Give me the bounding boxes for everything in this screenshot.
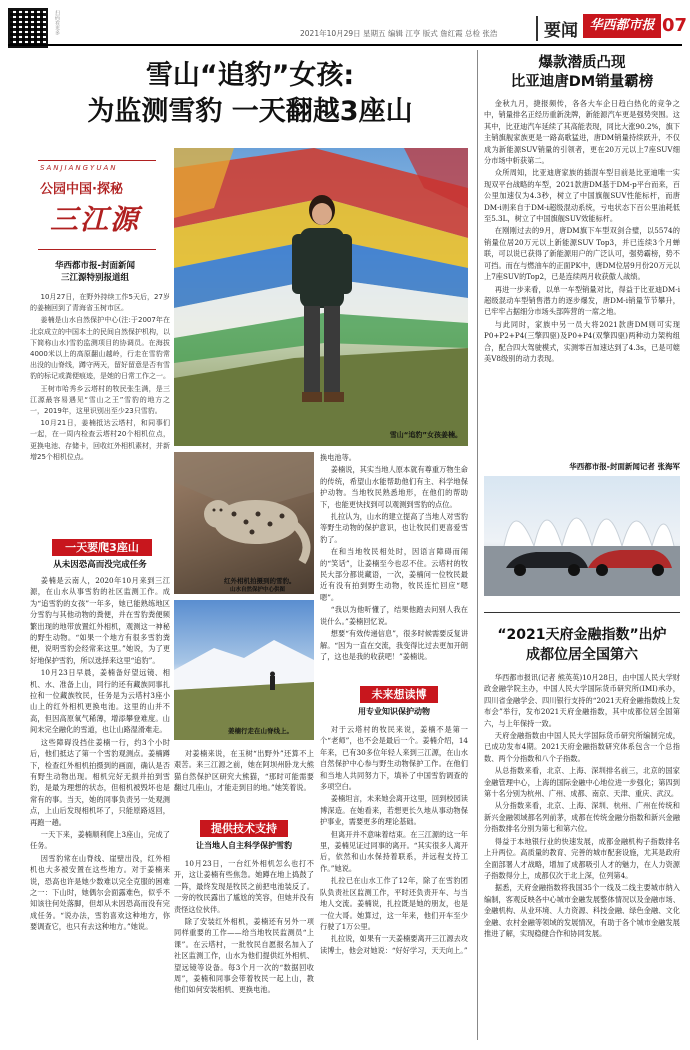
- body-paragraph: “我以为他听懂了，结果他跑去问别人我在说什么。”姜楠回忆说。: [320, 605, 468, 626]
- subhead-climb-mountains-sub: 从未因恐高而没完成任务: [53, 560, 147, 570]
- intro-paragraph: 王树市哈秀乡云塔村的牧民张生满，是三江源最容易遇见“雪山之王”雪豹的地方之一，2019年，这里识别出至少23只雪豹。: [30, 384, 170, 416]
- body-paragraph: 金秋九月，捷报频传，各各大车企日趋白热化的竞争之中，销量排名正经历重新洗牌，新能源汽车更是强势突围。这其中，比亚迪汽车延续了其高能表现，同比大涨90.2%，旗下主销旗舰家族更是一路高歌猛进，唐DM销量持续跃升，不仅成为新能源SUV销量的引领者，更在20万元以上7座SUV细分市场中斩获第二。: [484, 99, 680, 166]
- main-headline-line2: 为监测雪豹 一天翻越3座山: [87, 96, 413, 127]
- body-paragraph: 从总指数来看，北京、上海、深圳排名前三，北京的国家金融管理中心，上海的国际金融中心地位进一步强化；第四到第十名分别为杭州、广州、成都、南京、天津、重庆、武汉。: [484, 766, 680, 799]
- body-paragraph: 换电池等。: [320, 453, 356, 462]
- body-paragraph: 除了安装红外相机，姜楠还有另外一项同样重要的工作——给当地牧民监测员“上课”。在云塔村，一批牧民自愿报名加入了社区监测工作，山水为他们提供红外相机、望远镜等设备。每3个月一次的“数据回收周”，姜楠和同事会带着牧民一起上山，教他们如何安装相机、更换电池。: [174, 917, 314, 995]
- byd-car-photo: [484, 476, 680, 596]
- intro-paragraph: 10月27日，在野外持续工作5天后，27岁的姜楠回到了青海省玉树市区。: [30, 293, 170, 313]
- column-2-body: [174, 748, 314, 818]
- main-headline-line1: 雪山“追豹”女孩:: [145, 60, 355, 91]
- column-3-body: [320, 452, 468, 680]
- body-paragraph: 从分指数来看，北京、上海、深圳、杭州、广州在传统和新兴金融领域都名列前茅，成都在传统金融分指数和新兴金融分指数排名分别为第七和第六位。: [484, 801, 680, 834]
- section-label: 要闻: [536, 16, 578, 41]
- body-paragraph: 对于云塔村的牧民来说，姜楠不是第一个“老师”，也不会是最后一个。姜楠介绍，14年来，已有30多位年轻人来到三江源，在山水自然保护中心参与野生动物保护工作。在他们和当地人共同努力下，填补了中国雪豹调查的多项空白。: [320, 725, 468, 792]
- subhead-tech-support-sub: 让当地人自主科学保护雪豹: [196, 841, 292, 850]
- body-paragraph: 与此同时，家族中另一员大将2021款唐DM则可实现P0+P2+P4(三擎四驱)及P0+P4(双擎四驱)两种动力架构组合，配合四大驾驶模式，实测零百加速达到了4.3s，已是可媲美V8级别的动力表现。: [484, 319, 680, 363]
- body-paragraph: 扎拉认为，山水的建立提高了当地人对雪豹等野生动物的保护意识，也让牧民们更喜爱雪豹了。: [320, 512, 468, 544]
- snow-leopard-caption: 红外相机拍摄到的雪豹。: [224, 577, 296, 585]
- finance-headline-line2: 成都位居全国第六: [526, 647, 638, 663]
- body-paragraph: 在和当地牧民相处时，因语言障碍而闹的“笑话”，让姜楠至今也忍不住。云塔村的牧民大部分都说藏语，一次，姜楠问一位牧民最近有没有拍到野生动物，牧民连忙回应“嗯嗯”。: [320, 547, 468, 602]
- column-badge-english: SANJIANGYUAN: [40, 164, 118, 172]
- body-paragraph: 据悉，天府金融指数将我国35个一线及二线主要城市纳入编制，客观反映各中心城市金融发展整体情况以及金融市场、金融机构、从业环境、人力资源、科技金融、绿色金融、文化金融、农村金融等领域的发展情况，有助于各个城市金融发展推进了解，实现稳健合作和协同发展。: [484, 883, 680, 938]
- subhead-climb-mountains: 一天要爬3座山: [52, 539, 152, 556]
- qr-code[interactable]: [8, 8, 48, 48]
- body-paragraph: 这些障碍没挡住姜楠一行，约3个小时后，他们抵达了第一个雪豹观测点。姜楠蹲下，检查红外相机拍摄到的画面，确认是否有野生动物出现。相机完好无损并拍到雪豹，是最为理想的状态，但相机被毁坏也是常有的事。当天，她的同事负责另一处观测点，上山后发现相机坏了，只能原路返回，再跑一趟。: [30, 737, 170, 827]
- body-paragraph: 在刚刚过去的9月，唐DM旗下车型双剑合璧，以5574的销量位居20万元以上新能源SUV Top3，并已连续3个月蝉联，可以说已获得了新能源用户的广泛认可，强势霸榜，势不可挡。而在与燃油车的正面PK中，唐DM位居9月份20万元以上7座SUV的Top2，已是连续两月收获傲人战绩。: [484, 226, 680, 282]
- main-photo-illustration: [174, 148, 468, 446]
- byd-car-illustration: [484, 476, 680, 596]
- column-badge-title: 公园中国·探秘: [40, 182, 123, 197]
- byd-headline: [484, 54, 680, 92]
- ridge-walk-photo: [174, 600, 314, 740]
- byd-headline-line2: 比亚迪唐DM销量霸榜: [510, 74, 654, 90]
- header-rule: [8, 44, 682, 46]
- finance-body: [484, 672, 680, 1044]
- body-paragraph: 众所周知，比亚迪唐家族的插混车型目前是比亚迪唯一实现双平台战略的车型，2021款唐DM基于DM-p平台而来，百公里加速仅为4.3秒，树立了中国旗舰SUV性能标杆，而唐DM-i则来自于DM-i超级混动系统，亏电状态下百公里油耗低至5.3L，树立了中国旗舰SUV效能标杆。: [484, 168, 680, 224]
- byd-headline-line1: 爆款潜质凸现: [538, 55, 626, 71]
- ridge-walk-caption: 姜楠行走在山脊线上。: [228, 727, 293, 735]
- byd-body: [484, 98, 680, 458]
- masthead-logo: 华西都市报: [583, 14, 661, 38]
- body-paragraph: 姜楠是云南人，2020年10月来到三江源，在山水从事雪豹的社区监测工作。成为“追雪豹的女孩”一年多，她已能熟练地区分雪豹与其他动物的粪便，并在雪豹粪便频繁出现的地带放置红外相机，观测这一神秘的野生动物。“如果一个地方有很多雪豹粪便，说明雪豹会经常来这里。”她说，为了更好地保护雪豹，所以选择来这里“追豹”。: [30, 576, 170, 665]
- main-photo: [174, 148, 468, 446]
- body-paragraph: 再进一步来看，以单一车型销量对比，得益于比亚迪DM-i超级混动车型销售潜力的逐步爆发，唐DM-i销量节节攀升，已牢牢占据细分市场头部阵营的一席之地。: [484, 284, 680, 317]
- column-badge-logo: 三江源: [50, 203, 141, 236]
- main-photo-caption: 雪山“追豹”女孩姜楠。: [389, 431, 462, 439]
- subhead-future-phd-sub: 用专业知识保护动物: [358, 707, 430, 716]
- intro-text: [30, 292, 170, 532]
- body-paragraph: 姜楠坦言，未来她会离开这里，回到校园读博深造。在她看来，若想更长久地从事动物保护事业，需要更多的理论基础。: [320, 794, 468, 827]
- column-2-body-2: [174, 858, 314, 1044]
- body-paragraph: 得益于本地银行业的快速发展，成都金融机构子指数排名上升两位。高质量的教育、完善的城市配套设施，尤其是政府全面部署人才战略，增加了成都吸引人才的魅力，在人力资源子指数得分上，成都仅次于北上深，位列第4。: [484, 836, 680, 880]
- body-paragraph: 10月23日，一台红外相机怎么也打不开，这让姜楠有些焦急。她蹲在地上捣鼓了一阵，最终发现是牧民之前把电池装反了。一旁的牧民露出了尴尬的笑容，但她并没有责怪这位伙伴。: [174, 859, 314, 914]
- subhead-future-phd: 未来想读博: [360, 686, 438, 703]
- body-paragraph: 10月23日早晨，姜楠备好望远镜、相机、水、准备上山，同行的还有藏族同事扎拉和一位藏族牧民，任务是为云塔村3座小山上的红外相机更换电池。这里的山并不高，但因高原氧气稀薄，增添攀登难度。山间未完全融化的雪道，也让山路湿滑难走。: [30, 668, 170, 735]
- issue-date-line: 2021年10月29日 星期五 编辑 江亨 版式 詹红霞 总检 张浩: [300, 29, 498, 38]
- qr-note: 扫码看更多: [54, 10, 60, 35]
- intro-paragraph: 姜楠是山水自然保护中心(注:于2007年在北京成立的中国本土的民间自然保护机构，以下简称山水)雪豹监测项目的协调员。在海拔4000米以上的高原翻山越岭，行走在雪豹常出没的山脊线，蹲守两天，留好留意是否有雪豹的标记或粪便痕迹，是她的日常工作之一。: [30, 316, 170, 381]
- main-headline: [30, 58, 470, 130]
- snow-leopard-illustration: [174, 452, 314, 594]
- body-paragraph: 想要“有效传递信息”，很多时候需要反复讲解。“因为一直在交流，我变得比过去更加开朗了，这也是我的收获吧！”姜楠说。: [320, 629, 468, 661]
- finance-headline: [484, 625, 680, 665]
- team-byline: 华西都市报-封面新闻 三江源特别报道组: [54, 261, 136, 283]
- snow-leopard-photo: [174, 452, 314, 594]
- column-1-body: [30, 575, 170, 1043]
- intro-paragraph: 10月21日，姜楠抵达云塔村，和同事们一起，在一周内检查云塔村20个相机位点，更换电池、存储卡，回收红外相机素材，并新增25个相机位点。: [30, 419, 170, 461]
- ridge-walk-illustration: [174, 600, 314, 740]
- body-paragraph: 天府金融指数由中国人民大学国际货币研究所编制完成，已成功发布4期。2021天府金融指数研究体系包含一个总指数、两个分指数和八个子指数。: [484, 731, 680, 763]
- body-paragraph: 因雪豹常在山脊线、崖壁出没，红外相机也大多被安置在这些地方。对于姜楠来说，恐高也许是她少数难以完全克服的困难之一：下山时，她偶尔会面露难色，似乎不知该往何处落脚，但却从未因恐高而没有完成任务。“说办法，雪豹喜欢这种地方，你要调查它，也只有去这种地方。”她说。: [30, 853, 170, 932]
- snow-leopard-credit: 山水自然保护中心供图: [230, 587, 286, 593]
- finance-headline-line1: “2021天府金融指数”出炉: [497, 627, 667, 643]
- byd-byline: 华西都市报-封面新闻记者 张海军: [569, 462, 680, 471]
- body-paragraph: 扎拉已在山水工作了12年，除了在雪豹团队负责社区监测工作，平时还负责开车、与当地人交流。姜楠说，扎拉既是她的朋友，也是一位大哥。她算过，这一年来，他们开车至少行驶了1万公里。: [320, 876, 468, 931]
- page-number: 07: [662, 15, 688, 36]
- body-paragraph: 一天下来，姜楠顺利爬上3座山，完成了任务。: [30, 829, 170, 851]
- column-divider: [477, 50, 478, 1040]
- column-3-body-2: [320, 724, 468, 1044]
- finance-lead: 华西都市报讯(记者 熊英英)10月28日，由中国人民大学财政金融学院主办，中国人民大学国际货币研究所(IMI)承办，四川省金融学会、四川银行支持的“2021天府金融指数线上发布会”举行，发布2021天府金融指数，其中成都位居全国第六，与上年保持一致。: [484, 673, 680, 728]
- finance-top-rule: [484, 612, 680, 613]
- subhead-tech-support: 提供技术支持: [200, 820, 288, 837]
- body-paragraph: 但离开并不意味着结束。在三江源的这一年里，姜楠见证过同事的离开。“其实很多人离开后，依然和山水保持着联系，并远程支持工作。”她说。: [320, 829, 468, 873]
- body-paragraph: 姜楠说，其实当地人原本就有尊重万物生命的传统，希望山水能帮助他们有主、科学地保护动物。当地牧民熟悉地形，在他们的帮助下，也能更快找到可以观测到雪豹的点位。: [320, 465, 468, 509]
- body-paragraph: 对姜楠来说，在玉树“出野外”还算不上艰苦。来三江源之前，她在阿坝州卧龙大熊猫自然保护区研究大熊猫，“那时可能需要翻过几座山，才能走到目的地。”她笑着说。: [174, 749, 314, 793]
- body-paragraph: 扎拉说，如果有一天姜楠要离开三江源去攻读博士，他会对她说：“好好学习，天天向上。”: [320, 934, 468, 955]
